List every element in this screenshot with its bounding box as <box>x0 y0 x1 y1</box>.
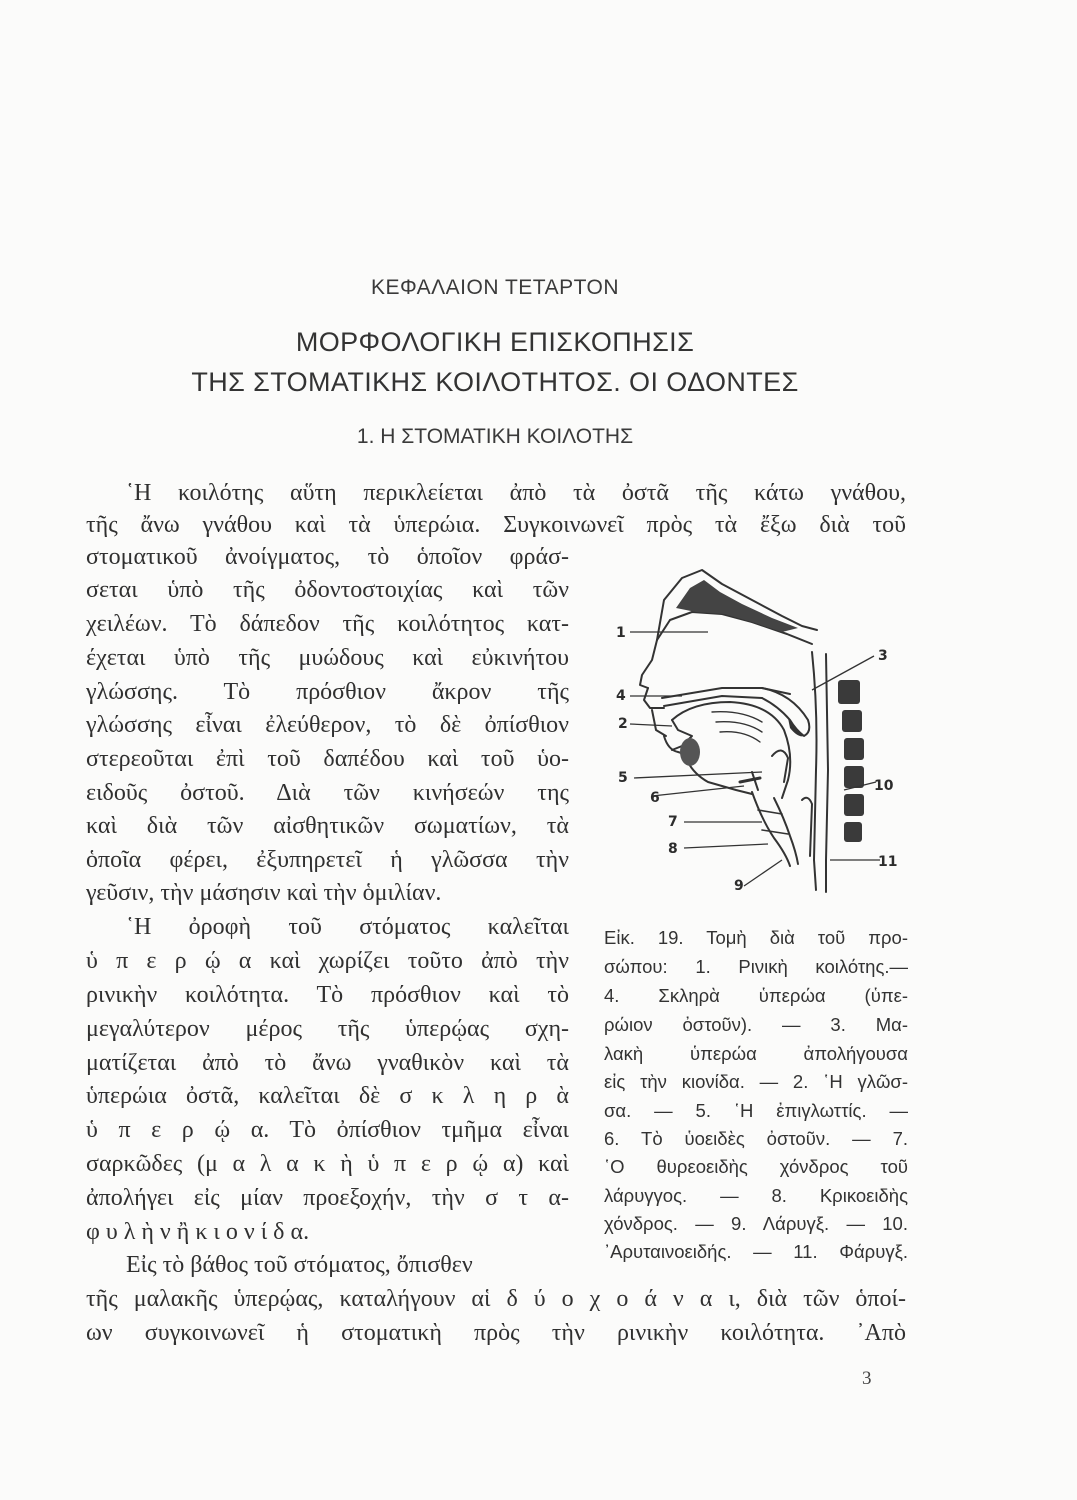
section-title: 1. Η ΣΤΟΜΑΤΙΚΗ ΚΟΙΛΟΤΗΣ <box>356 425 634 448</box>
body-line: έχεται ὑπὸ τῆς μυώδους καὶ εὐκινήτου <box>86 645 569 671</box>
chapter-label: ΚΕΦΑΛΑΙΟΝ ΤΕΤΑΡΤΟΝ <box>370 276 620 299</box>
head-section-figure <box>612 560 902 900</box>
body-line: ων συγκοινωνεῖ ἡ στοματικὴ πρὸς τὴν ρινικὴν κοιλότητα. ᾿Απὸ <box>86 1320 906 1346</box>
figure-label-10: 10 <box>874 778 894 794</box>
body-line: ἀπολήγει εἰς μίαν προεξοχήν, τὴν σ τ α- <box>86 1185 569 1211</box>
figure-label-7: 7 <box>668 814 678 830</box>
body-line: γλώσσης εἶναι ἐλεύθερον, τὸ δὲ ὀπίσθιον <box>86 712 569 738</box>
figure-caption-line: λακὴ ὑπερώα ἀπολήγουσα <box>604 1043 908 1064</box>
body-line: στερεοῦται ἐπὶ τοῦ δαπέδου καὶ τοῦ ὑο- <box>86 746 569 772</box>
figure-caption-line: εἰς τὴν κιονίδα. — 2. ῾Η γλῶσ- <box>604 1071 908 1092</box>
body-line: στοματικοῦ ἀνοίγματος, τὸ ὁποῖον φράσ- <box>86 544 569 570</box>
figure-caption-line: ῾Ο θυρεοειδὴς χόνδρος τοῦ <box>604 1156 908 1177</box>
figure-label-11: 11 <box>878 854 898 870</box>
figure-label-6: 6 <box>650 790 660 806</box>
body-line: γλώσσης. Τὸ πρόσθιον ἄκρον τῆς <box>86 679 569 705</box>
figure-caption-line: ᾿Αρυταινοειδής. — 11. Φάρυγξ. <box>604 1241 908 1262</box>
body-line: ὑ π ε ρ ῴ α καὶ χωρίζει τοῦτο ἀπὸ τὴν <box>86 948 569 974</box>
figure-caption-line: χόνδρος. — 9. Λάρυγξ. — 10. <box>604 1213 908 1234</box>
body-line: μεγαλύτερον μέρος τῆς ὑπερῴας σχη- <box>86 1016 569 1042</box>
body-line: τῆς ἄνω γνάθου καὶ τὰ ὑπερώια. Συγκοινωνεῖ πρὸς τὰ ἔξω διὰ τοῦ <box>86 512 906 538</box>
body-line: ὁποῖα φέρει, ἐξυπηρετεῖ ἡ γλῶσσα τὴν <box>86 847 569 873</box>
figure-label-3: 3 <box>878 648 888 664</box>
body-line: ῾Η ὀροφὴ τοῦ στόματος καλεῖται <box>126 914 569 940</box>
figure-caption-line: 6. Τὸ ὑοειδὲς ὀστοῦν. — 7. <box>604 1128 908 1149</box>
figure-label-5: 5 <box>618 770 628 786</box>
body-line: ματίζεται ἀπὸ τὸ ἄνω γναθικὸν καὶ τὰ <box>86 1050 569 1076</box>
chapter-title-line-1: ΜΟΡΦΟΛΟΓΙΚΗ ΕΠΙΣΚΟΠΗΣΙΣ <box>295 327 695 357</box>
figure-label-4: 4 <box>616 688 626 704</box>
figure-label-2: 2 <box>618 716 628 732</box>
chapter-title-line-2: ΤΗΣ ΣΤΟΜΑΤΙΚΗΣ ΚΟΙΛΟΤΗΤΟΣ. ΟΙ ΟΔΟΝΤΕΣ <box>191 367 799 397</box>
body-line: καὶ διὰ τῶν αἰσθητικῶν σωματίων, τὰ <box>86 813 569 839</box>
figure-label-1: 1 <box>616 625 626 641</box>
figure-caption-line: σώπου: 1. Ρινικὴ κοιλότης.— <box>604 956 908 977</box>
body-line: γεῦσιν, τὴν μάσησιν καὶ τὴν ὁμιλίαν. <box>86 880 442 906</box>
figure-caption-line: λάρυγγος. — 8. Κρικοειδὴς <box>604 1185 908 1206</box>
body-line: ὑπερώια ὀστᾶ, καλεῖται δὲ σ κ λ η ρ ὰ <box>86 1083 569 1109</box>
body-line: φ υ λ ὴ ν ἢ κ ι ο ν ί δ α. <box>86 1219 310 1245</box>
body-line: ρινικὴν κοιλότητα. Τὸ πρόσθιον καὶ τὸ <box>86 982 569 1008</box>
body-line: Εἰς τὸ βάθος τοῦ στόματος, ὄπισθεν <box>126 1252 473 1278</box>
figure-caption-line: σα. — 5. ῾Η ἐπιγλωττίς. — <box>604 1100 908 1121</box>
figure-label-8: 8 <box>668 841 678 857</box>
figure-caption-line: 4. Σκληρὰ ὑπερώα (ὑπε- <box>604 985 908 1006</box>
page-number: 3 <box>862 1368 872 1389</box>
body-line: ειδοῦς ὀστοῦ. Διὰ τῶν κινήσεών της <box>86 780 569 806</box>
body-line: ῾Η κοιλότης αὕτη περικλείεται ἀπὸ τὰ ὀστᾶ τῆς κάτω γνάθου, <box>126 480 906 506</box>
figure-label-9: 9 <box>734 878 744 894</box>
body-line: ὑ π ε ρ ῴ α. Τὸ ὀπίσθιον τμῆμα εἶναι <box>86 1117 569 1143</box>
figure-caption-line: Εἰκ. 19. Τομὴ διὰ τοῦ προ- <box>604 927 908 948</box>
body-line: τῆς μαλακῆς ὑπερῴας, καταλήγουν αἱ δ ύ ο χ ο ά ν α ι, διὰ τῶν ὁποί- <box>86 1286 906 1312</box>
body-line: σεται ὑπὸ τῆς ὀδοντοστοιχίας καὶ τῶν <box>86 577 569 603</box>
body-line: σαρκῶδες (μ α λ α κ ὴ ὑ π ε ρ ῴ α) καὶ <box>86 1151 569 1177</box>
body-line: χειλέων. Τὸ δάπεδον τῆς κοιλότητος κατ- <box>86 611 569 637</box>
figure-caption-line: ρώιον ὀστοῦν). — 3. Μα- <box>604 1014 908 1035</box>
